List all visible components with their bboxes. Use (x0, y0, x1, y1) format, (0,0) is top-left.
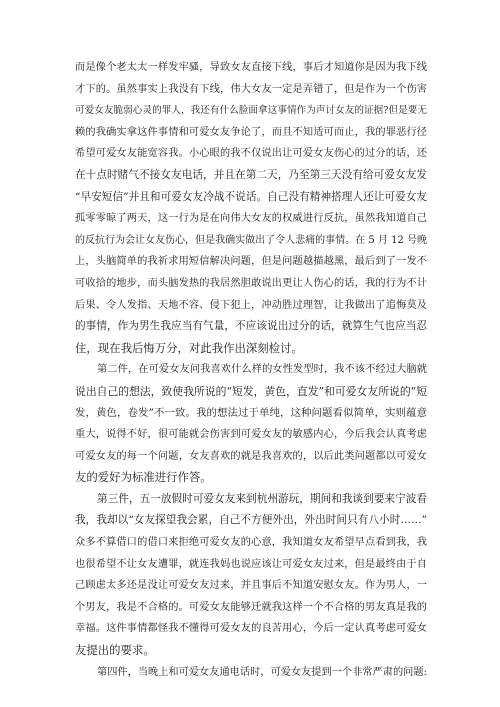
text-line: 而是像个老太太一样发牢骚，导致女友直接下线，事后才知道你是因为我下线 (75, 62, 427, 73)
text-line: 众多不算借口的借口来拒绝可爱女友的心意，我知道女友希望早点看到我，我 (75, 537, 427, 549)
text-line: 己顾虑太多还是没让可爱女友过来，并且事后不知道安慰女友。作为男人，一 (75, 580, 427, 592)
text-line: 的反抗行为会让女友伤心，但是我确实做出了令人悲痛的事情。在 5 月 12 号晚 (75, 234, 427, 246)
text-line: 孤零零晾了两天，这一行为是在向伟大女友的权威进行反抗，虽然我知道自己 (75, 213, 427, 225)
text-line: 幸福。这件事情都怪我不懂得可爱女友的良苦用心，今后一定认真考虑可爱女 (75, 623, 427, 635)
text-line: 友的爱好为标准进行作答。 (75, 470, 212, 485)
text-line: 才下的。虽然事实上我没有下线，伟大女友一定是弄错了，但是作为一个伤害 (75, 83, 427, 95)
text-line: 发，黄色，卷发”不一致。我的想法过于单纯，这种问题看似简单，实则蕴意 (75, 406, 427, 419)
text-line: 可爱女友的每一个问题，女友喜欢的就是我喜欢的，以后此类问题都以可爱女 (75, 450, 427, 462)
text-line: 赖的我确实拿这件事情和可爱女友争论了，而且不知适可而止，我的罪恶行径 (75, 126, 427, 138)
text-line: 上，头脑简单的我祈求用短信解决问题，但是问题越描越黑，最后到了一发不 (75, 256, 427, 268)
text-line: 个男友，我是不合格的。可爱女友能够迁就我这样一个不合格的男友真是我的 (75, 601, 427, 613)
text-line: 说出自己的想法，致使我所说的“短发，黄色，直发”和可爱女友所说的“短 (75, 384, 427, 398)
text-line: 在十点时赌气不接女友电话，并且在第二天，乃至第三天没有给可爱女友发 (75, 168, 427, 181)
text-line: 可收拾的地步，而头脑发热的我居然胆敢说出更让人伤心的话，我的行为不计 (75, 277, 427, 289)
text-line: 希望可爱女友能宽容我。小心眼的我不仅说出让可爱女友伤心的过分的话，还 (75, 148, 427, 160)
text-line: 可爱女友脆弱心灵的罪人，我还有什么脸面拿这事情作为声讨女友的证据?但是要无 (75, 105, 427, 117)
text-line: 后果、令人发指、天地不容、侵下犯上，冲动胜过理智，让我做出了追悔莫及 (75, 299, 427, 311)
text-line: “早安短信”并且和可爱女友冷战不说话。自己没有精神搭理人还让可爱女友 (75, 190, 427, 203)
text-line: 友提出的要求。 (75, 643, 155, 658)
text-line: 第三件，五一放假时可爱女友来到杭州游玩，期间和我谈到要来宁波看 (97, 492, 427, 505)
text-line: 第四件，当晚上和可爱女友通电话时，可爱女友提到一个非常严肃的问题: (97, 666, 427, 678)
text-line: 重大，说得不好，很可能就会伤害到可爱女友的敏感内心，今后我会认真考虑 (75, 429, 427, 441)
text-line: 我，我却以“女友探望我会累，自己不方便外出，外出时间只有八小时……” (75, 514, 427, 527)
text-line: 也很希望不让女友遭罪，就连我妈也说应该让可爱女友过来，但是最终由于自 (75, 558, 427, 570)
text-line: 的事情，作为男生我应当有气量，不应该说出过分的话，就算生气也应当忍 (75, 320, 427, 333)
text-line: 住，现在我后悔万分，对此我作出深刻检讨。 (75, 340, 303, 355)
document-body (75, 57, 427, 683)
text-line: 第二件，在可爱女友问我喜欢什么样的女性发型时，我不该不经过大脑就 (97, 364, 427, 376)
